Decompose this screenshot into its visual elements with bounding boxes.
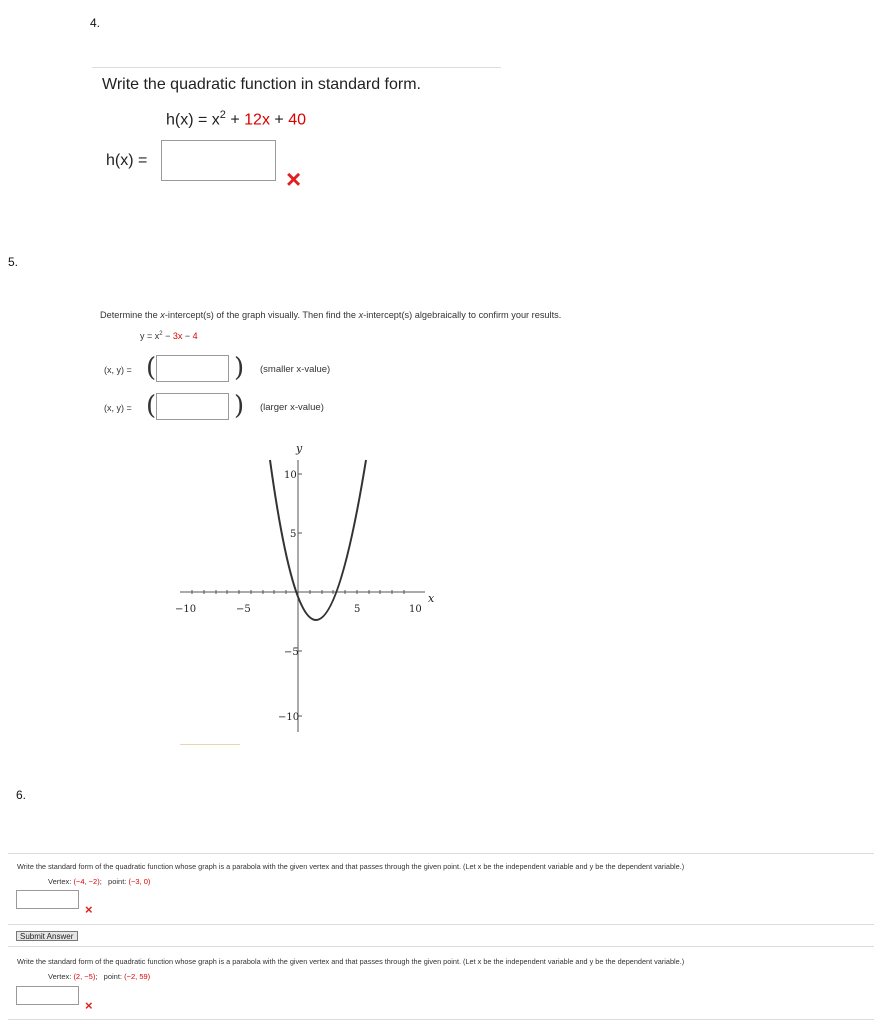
question-4-divider [92, 67, 501, 68]
question-6-number: 6. [16, 788, 27, 802]
equation-lhs: y = x [140, 331, 160, 341]
submit-answer-button[interactable]: Submit Answer [16, 931, 78, 941]
question-5-number: 5. [8, 255, 19, 269]
close-paren: ) [234, 353, 245, 383]
point-label: ; point: [99, 877, 129, 886]
question-6-part-2-bottom-divider [8, 1019, 874, 1020]
vertex-value: (2, −5) [73, 972, 96, 981]
question-6-part-2-divider [8, 946, 874, 947]
close-paren: ) [234, 391, 245, 421]
row-2-note: (larger x-value) [260, 402, 324, 413]
open-paren: ( [146, 391, 157, 421]
point-value: (−3, 0) [128, 877, 151, 886]
x-tick-label: 5 [354, 604, 361, 615]
parabola-curve [270, 460, 366, 620]
vertex-label: Vertex: [48, 877, 74, 886]
row-1-label: (x, y) = [104, 365, 132, 375]
question-4-equation [166, 109, 306, 129]
vertex-value: (−4, −2) [73, 877, 100, 886]
y-tick-label: −10 [278, 712, 300, 723]
incorrect-x-icon: × [85, 998, 93, 1013]
question-6-part-1-input[interactable] [16, 890, 79, 909]
question-6-part-2-input[interactable] [16, 986, 79, 1005]
vertex-label: Vertex: [48, 972, 74, 981]
row-2-input[interactable] [156, 393, 229, 420]
equation-term-constant: 4 [192, 331, 198, 341]
parabola-graph [160, 440, 450, 740]
point-value: (−2, 59) [124, 972, 151, 981]
row-1-input[interactable] [156, 355, 229, 382]
question-6-part-2-given [48, 972, 150, 981]
y-tick-label: 10 [284, 470, 297, 481]
x-tick-label: −10 [175, 604, 197, 615]
equation-term-linear: 3x [172, 331, 183, 341]
question-4-prompt: Write the quadratic function in standard form. [102, 76, 421, 93]
question-5-equation [140, 331, 198, 341]
point-label: ; point: [95, 972, 125, 981]
equation-term-constant: 40 [288, 111, 306, 129]
x-axis-label: x [428, 592, 435, 605]
x-tick-label: −5 [236, 604, 251, 615]
equation-operator: + [269, 111, 289, 129]
prompt-variable: x [358, 310, 364, 320]
equation-lhs: h(x) = x [166, 111, 220, 129]
prompt-text: -intercept(s) of the graph visually. Then find the [164, 310, 359, 320]
incorrect-x-icon: × [286, 164, 302, 194]
y-tick-label: 5 [290, 529, 297, 540]
question-4-number: 4. [90, 16, 101, 30]
equation-exponent: 2 [159, 331, 163, 337]
row-1-note: (smaller x-value) [260, 364, 331, 375]
prompt-text: Determine the [100, 310, 161, 320]
question-4-answer-label: h(x) = [106, 152, 148, 169]
question-6-part-2-prompt: Write the standard form of the quadratic function whose graph is a parabola with the given vertex and that passes through the given point. (Let x be the independent variable and y be the dependent variable.) [17, 957, 685, 966]
prompt-text: -intercept(s) algebraically to confirm your results. [363, 310, 562, 320]
incorrect-x-icon: × [85, 902, 93, 917]
equation-operator: + [225, 111, 245, 129]
equation-operator: − [182, 331, 193, 341]
question-6-part-1-bottom-divider [8, 924, 874, 925]
question-6-part-1-given [48, 877, 150, 886]
equation-exponent: 2 [219, 109, 226, 121]
prompt-variable: x [160, 310, 165, 320]
question-5-prompt [100, 310, 561, 320]
question-6-part-1-prompt: Write the standard form of the quadratic function whose graph is a parabola with the given vertex and that passes through the given point. (Let x be the independent variable and y be the dependent variable.) [17, 862, 685, 871]
question-6-part-1-divider [8, 853, 874, 854]
equation-operator: − [162, 331, 173, 341]
question-4-answer-input[interactable] [161, 140, 276, 181]
x-tick-label: 10 [409, 604, 422, 615]
y-axis-label: y [296, 442, 303, 455]
open-paren: ( [146, 353, 157, 383]
y-tick-label: −5 [284, 647, 299, 658]
graph-underline [180, 744, 240, 745]
y-tick-marks [298, 474, 302, 716]
row-2-label: (x, y) = [104, 403, 132, 413]
equation-term-linear: 12x [244, 111, 270, 129]
